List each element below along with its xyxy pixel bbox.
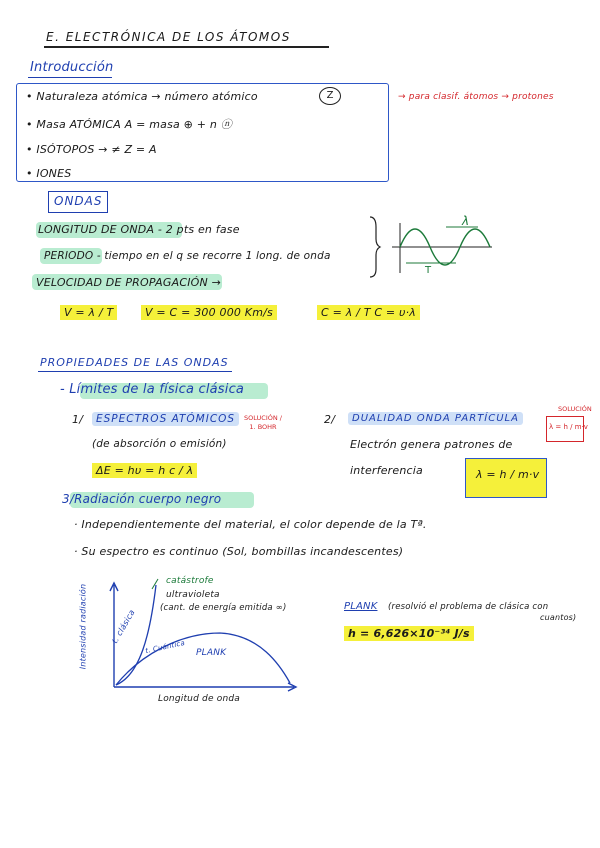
item1-title: ESPECTROS ATÓMICOS — [92, 412, 239, 426]
graph-xlabel: Longitud de onda — [158, 694, 240, 704]
item3-line-2: · Su espectro es continuo (Sol, bombillas incandescentes) — [74, 545, 404, 558]
title-underline — [44, 46, 329, 48]
item2-box-formula: λ = h / m·v — [549, 423, 588, 431]
limites-fisica: - Límites de la física clásica — [60, 382, 245, 397]
plank-title: PLANK — [344, 601, 378, 612]
longitud-onda: LONGITUD DE ONDA - 2 pts en fase — [38, 223, 240, 236]
brace-icon — [370, 217, 380, 277]
plank-curve — [116, 633, 290, 685]
plank-note-2: cuantos) — [540, 613, 577, 622]
intro-item-3: • ISÓTOPOS → ≠ Z = A — [26, 143, 157, 156]
graph-catastrofe-3: (cant. de energía emitida ∞) — [160, 603, 287, 613]
intro-side-note: → para clasif. átomos → protones — [398, 92, 554, 102]
intro-item-2: • Masa ATÓMICA A = masa ⊕ + n ⓝ — [26, 118, 232, 131]
ondas-heading: ONDAS — [54, 194, 103, 208]
graph-plank: PLANK — [196, 648, 227, 658]
formula-velocity-3: C = λ / T C = υ·λ — [317, 305, 420, 320]
intro-heading-underline — [28, 77, 112, 78]
periodo: PERIODO - tiempo en el q se recorre 1 long. de onda — [44, 250, 331, 262]
plank-constant: h = 6,626×10⁻³⁴ J/s — [344, 626, 474, 641]
velocidad: VELOCIDAD DE PROPAGACIÓN → — [36, 276, 222, 289]
period-label: T — [425, 265, 432, 276]
item2-text-1: Electrón genera patrones de — [350, 438, 513, 451]
graph-ylabel: Intensidad radiación — [78, 583, 88, 670]
item1-formula: ΔE = hυ = h c / λ — [92, 463, 197, 478]
graph-cuantica: t. Cuántica — [144, 638, 186, 656]
item2-number: 2/ — [324, 413, 336, 426]
z-badge-label: Z — [326, 90, 334, 101]
z-badge — [319, 87, 341, 105]
item2-text-2: interferencia — [350, 464, 423, 477]
item1-note: SOLUCIÓN / 1. BOHR — [244, 414, 282, 431]
intro-heading: Introducción — [30, 60, 114, 75]
lambda-label: λ — [462, 214, 470, 228]
item3-title: 3/Radiación cuerpo negro — [62, 492, 222, 506]
item1-sub: (de absorción o emisión) — [92, 438, 227, 450]
graph-catastrofe-2: ultravioleta — [166, 590, 220, 600]
item3-line-1: · Independientemente del material, el color depende de la Tª. — [74, 518, 427, 531]
item2-title: DUALIDAD ONDA PARTÍCULA — [348, 412, 523, 425]
item2-note: SOLUCIÓN — [558, 405, 592, 413]
plank-note-1: (resolvió el problema de clásica con — [388, 602, 549, 612]
graph-clasica: t. clásica — [110, 608, 137, 645]
item2-formula: λ = h / m·v — [476, 468, 540, 481]
item1-number: 1/ — [72, 413, 84, 426]
intro-item-4: • IONES — [26, 167, 72, 180]
propiedades-heading: PROPIEDADES DE LAS ONDAS — [40, 356, 229, 369]
formula-velocity-2: V = C = 300 000 Km/s — [141, 305, 277, 320]
propiedades-underline — [38, 371, 232, 372]
graph-catastrofe-1: catástrofe — [166, 576, 214, 586]
page-title: E. ELECTRÓNICA DE LOS ÁTOMOS — [46, 30, 291, 44]
intro-item-1: • Naturaleza atómica → número atómico — [26, 90, 258, 103]
formula-velocity-1: V = λ / T — [60, 305, 117, 320]
